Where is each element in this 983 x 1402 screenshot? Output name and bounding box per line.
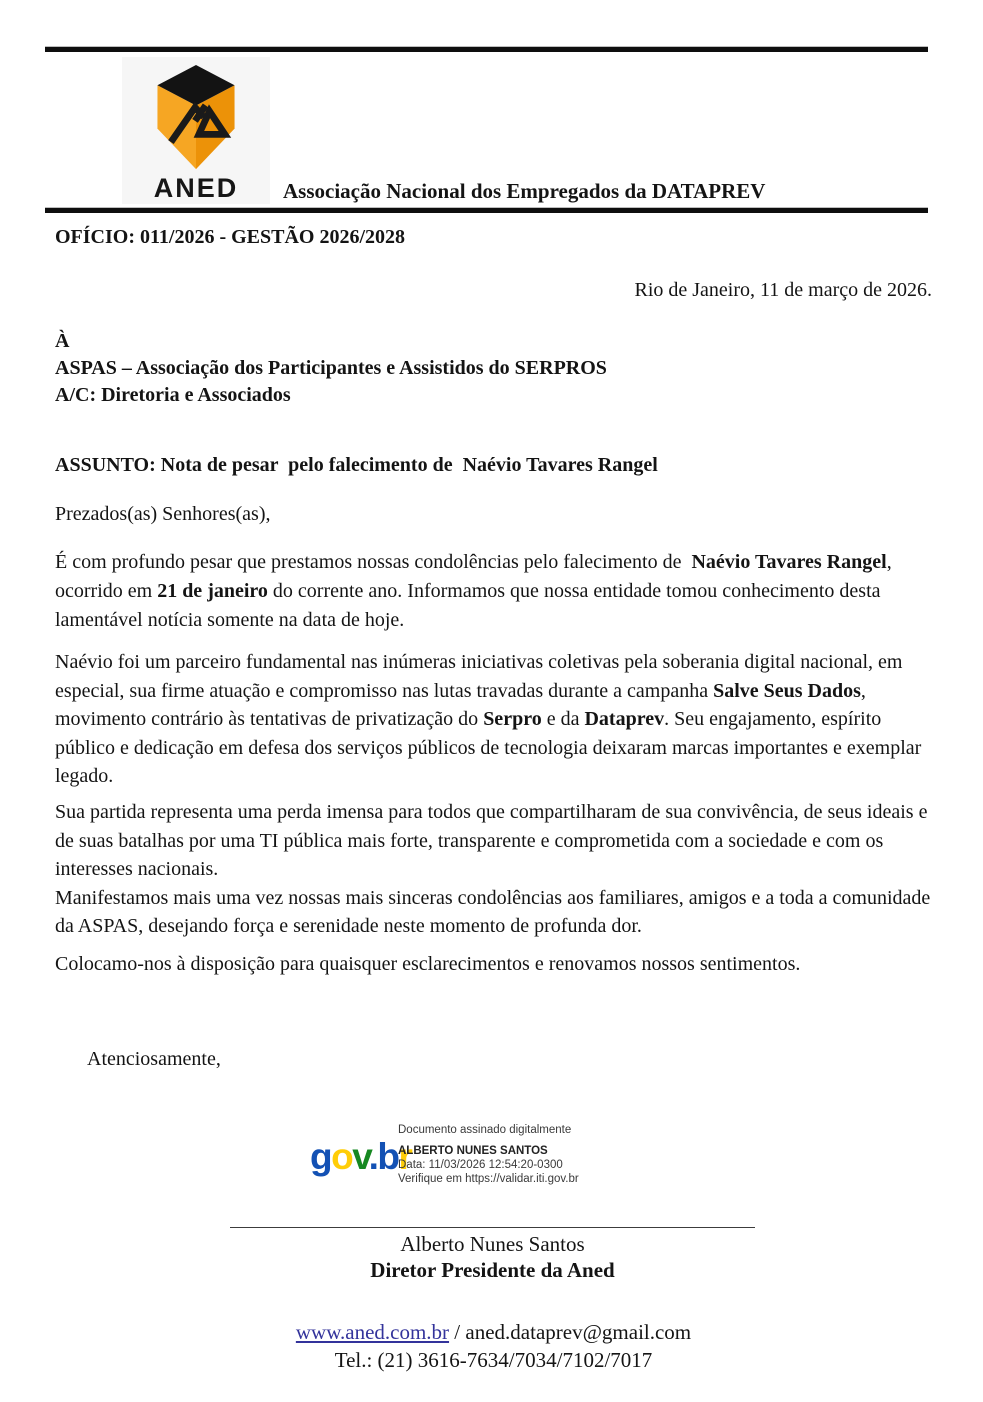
footer-phone: Tel.: (21) 3616-7634/7034/7102/7017 (334, 1348, 653, 1372)
aned-logo-text: ANED (153, 173, 239, 203)
body-paragraph-4: Colocamo-nos à disposição para quaisquer esclarecimentos e renovamos nossos sentimentos. (55, 953, 801, 975)
addressee-line-2: ASPAS – Associação dos Participantes e Assistidos do SERPROS (55, 357, 607, 379)
digital-signature-stamp (310, 1121, 730, 1193)
digital-signature-text (398, 1123, 579, 1186)
body-paragraph-2: Naévio foi um parceiro fundamental nas inúmeras iniciativas coletivas pela soberania digital nacional, em especial, sua firme atuação e compromisso nas lutas travadas durante a campanha Salve Seus Dados, movimento contrário às tentativas de privatização do Serpro e da Dataprev. Seu engajamento, espírito público e dedicação em defesa dos serviços públicos de tecnologia deixaram marcas importantes e exemplar legado. (55, 651, 927, 787)
oficio-reference: OFÍCIO: 011/2026 - GESTÃO 2026/2028 (55, 226, 406, 248)
stamp-verify-url: Verifique em https://validar.iti.gov.br (398, 1173, 579, 1185)
signer-title: Diretor Presidente da Aned (370, 1258, 615, 1282)
stamp-statement: Documento assinado digitalmente (398, 1124, 572, 1136)
footer-email: aned.dataprev@gmail.com (465, 1320, 692, 1344)
body-paragraph-3: Sua partida representa uma perda imensa para todos que compartilharam de sua convivência, de seus ideais e de suas batalhas por uma TI pública mais forte, transparente e comprometida com a sociedade e com os interesses nacionais. Manifestamos mais uma vez nossas mais sinceras condolências aos familiares, amigos e a toda a comunidade da ASPAS, desejando força e serenidade neste momento de profunda dor. (55, 801, 936, 937)
addressee-line-3: A/C: Diretoria e Associados (55, 384, 291, 406)
salutation: Prezados(as) Senhores(as), (55, 503, 271, 525)
stamp-signer-name: ALBERTO NUNES SANTOS (398, 1145, 548, 1157)
addressee-block (55, 328, 607, 409)
addressee-line-1: À (55, 330, 70, 352)
aned-logo-cube-icon (147, 65, 245, 171)
footer-contacts (55, 1320, 932, 1345)
signature-rule (230, 1227, 755, 1228)
closing-salutation: Atenciosamente, (87, 1048, 221, 1070)
aned-logo (122, 57, 270, 204)
body-paragraph-1: É com profundo pesar que prestamos nossas condolências pelo falecimento de Naévio Tavares Rangel, ocorrido em 21 de janeiro do corrente ano. Informamos que nossa entidade tomou conhecimento desta lamentável notícia somente na data de hoje. (55, 551, 897, 631)
date-line: Rio de Janeiro, 11 de março de 2026. (634, 279, 932, 301)
govbr-logo: gov.br (310, 1136, 412, 1177)
organization-name: Associação Nacional dos Empregados da DATAPREV (283, 179, 766, 203)
top-horizontal-rule (45, 46, 928, 52)
website-link[interactable]: www.aned.com.br (295, 1320, 450, 1344)
header-horizontal-rule (45, 207, 928, 213)
subject-line: ASSUNTO: Nota de pesar pelo falecimento de Naévio Tavares Rangel (55, 454, 658, 476)
stamp-date: Data: 11/03/2026 12:54:20-0300 (398, 1159, 563, 1171)
footer-separator: / (449, 1320, 466, 1344)
signer-name: Alberto Nunes Santos (400, 1232, 585, 1256)
